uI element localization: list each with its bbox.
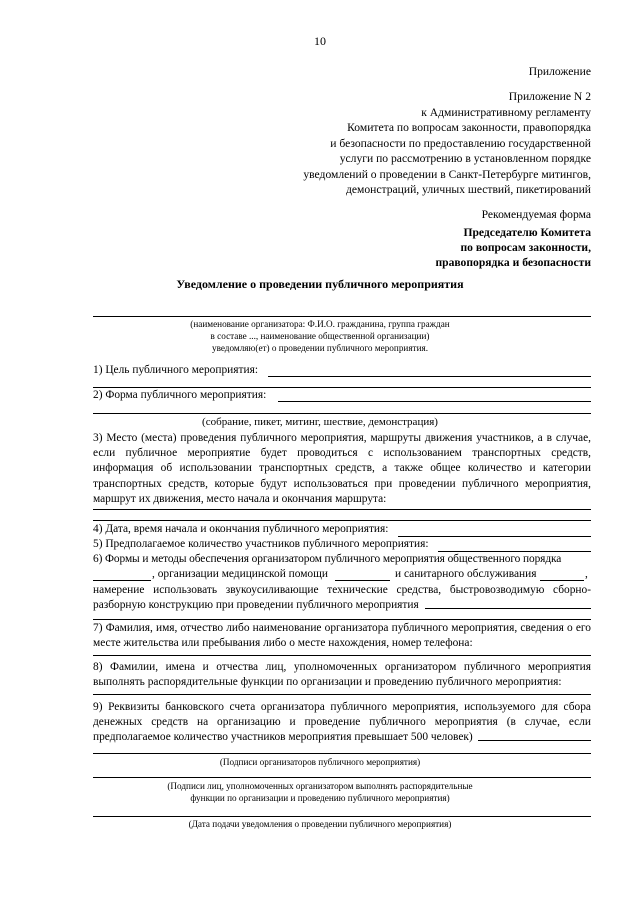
addressee-line: по вопросам законности, xyxy=(460,241,591,254)
item-9-field[interactable] xyxy=(478,740,591,741)
appendix-number: Приложение N 2 xyxy=(508,90,591,103)
header-line: уведомлений о проведении в Санкт-Петербурге митингов, xyxy=(303,168,591,181)
item-2-field-extra[interactable] xyxy=(93,413,591,414)
page-number: 10 xyxy=(314,34,326,48)
item-6-text-a: 6) Формы и методы обеспечения организатором публичного мероприятия общественного порядка xyxy=(93,553,562,565)
item-6-field-medical[interactable] xyxy=(335,580,390,581)
item-8-field[interactable] xyxy=(93,694,591,695)
item-6-field-sound[interactable] xyxy=(425,608,591,609)
item-6-text-b2: и санитарного обслуживания xyxy=(395,568,537,580)
item-6-field-extra[interactable] xyxy=(93,619,591,620)
organizer-field[interactable] xyxy=(93,316,591,317)
item-6-field-order[interactable] xyxy=(93,580,151,581)
item-5-field[interactable] xyxy=(438,551,591,552)
organizer-caption: в составе ..., наименование общественной организации) xyxy=(210,331,430,341)
item-1-field[interactable] xyxy=(268,376,591,377)
item-7-text: 7) Фамилия, имя, отчество либо наименование организатора публичного мероприятия, сведения о его месте жительства или пребывания либо о месте нахождения, номер телефона: xyxy=(93,622,591,650)
item-8-text: 8) Фамилии, имена и отчества лиц, уполномоченных организатором публичного мероприятия выполнять распорядительные функции по организации и проведению публичного мероприятия: xyxy=(93,661,591,689)
item-3-text: 3) Место (места) проведения публичного мероприятия, маршруты движения участников, а в случае, если публичное мероприятие будет проводиться с использованием транспортных средств, информация об использовании транспортных средств, а также общее количество и категории транспортных средств, которые будут использоваться при проведении публичного мероприятия, маршрут их движения, место начала и окончания маршрута: xyxy=(93,432,591,505)
item-7-field[interactable] xyxy=(93,655,591,656)
date-field[interactable] xyxy=(93,816,591,817)
item-6-text-b1: , организации медицинской помощи xyxy=(152,568,328,580)
header-line: к Административному регламенту xyxy=(421,106,591,119)
authorized-signature-caption: (Подписи лиц, уполномоченных организатором выполнять распорядительные xyxy=(167,781,473,791)
item-6-field-sanitary[interactable] xyxy=(540,580,584,581)
date-caption: (Дата подачи уведомления о проведении публичного мероприятия) xyxy=(188,819,452,829)
document-title: Уведомление о проведении публичного мероприятия xyxy=(176,277,464,291)
item-1-label: 1) Цель публичного мероприятия: xyxy=(93,364,258,376)
addressee-line: Председателю Комитета xyxy=(463,226,591,239)
item-3-field-extra[interactable] xyxy=(93,520,591,521)
organizer-caption: уведомляю(ет) о проведении публичного мероприятия. xyxy=(211,343,429,353)
item-2-label: 2) Форма публичного мероприятия: xyxy=(93,389,267,401)
item-4-field[interactable] xyxy=(398,536,591,537)
item-9-text: 9) Реквизиты банковского счета организатора публичного мероприятия, используемого для сбора денежных средств на организацию и проведение публичного мероприятия (в случае, если предполагаемое количество участников мероприятия превышает 500 человек) xyxy=(93,701,591,744)
authorized-signature-field[interactable] xyxy=(93,777,591,778)
header-line: и безопасности по предоставлению государственной xyxy=(330,137,591,150)
item-2-caption: (собрание, пикет, митинг, шествие, демонстрация) xyxy=(202,416,438,428)
organizer-caption: (наименование организатора: Ф.И.О. гражданина, группа граждан xyxy=(190,319,450,329)
item-3-field[interactable] xyxy=(93,509,591,510)
item-6-text-c: намерение использовать звукоусиливающие технические средства, быстровозводимую сборно-разборную конструкцию при проведении публичного мероприятия xyxy=(93,584,591,612)
organizers-signature-caption: (Подписи организаторов публичного мероприятия) xyxy=(219,757,421,767)
recommended-form: Рекомендуемая форма xyxy=(481,208,591,221)
header-line: демонстраций, уличных шествий, пикетирований xyxy=(346,183,591,196)
item-4-label: 4) Дата, время начала и окончания публичного мероприятия: xyxy=(93,523,389,535)
header-line: услуги по рассмотрению в установленном порядке xyxy=(339,152,591,165)
authorized-signature-caption: функции по организации и проведению публичного мероприятия) xyxy=(190,793,450,803)
comma: , xyxy=(585,568,588,580)
appendix-label: Приложение xyxy=(528,65,591,78)
addressee-line: правопорядка и безопасности xyxy=(435,256,591,269)
item-5-label: 5) Предполагаемое количество участников публичного мероприятия: xyxy=(93,538,429,550)
header-line: Комитета по вопросам законности, правопорядка xyxy=(347,121,591,134)
item-1-field-extra[interactable] xyxy=(93,387,591,388)
organizers-signature-field[interactable] xyxy=(93,753,591,754)
item-2-field[interactable] xyxy=(278,401,591,402)
